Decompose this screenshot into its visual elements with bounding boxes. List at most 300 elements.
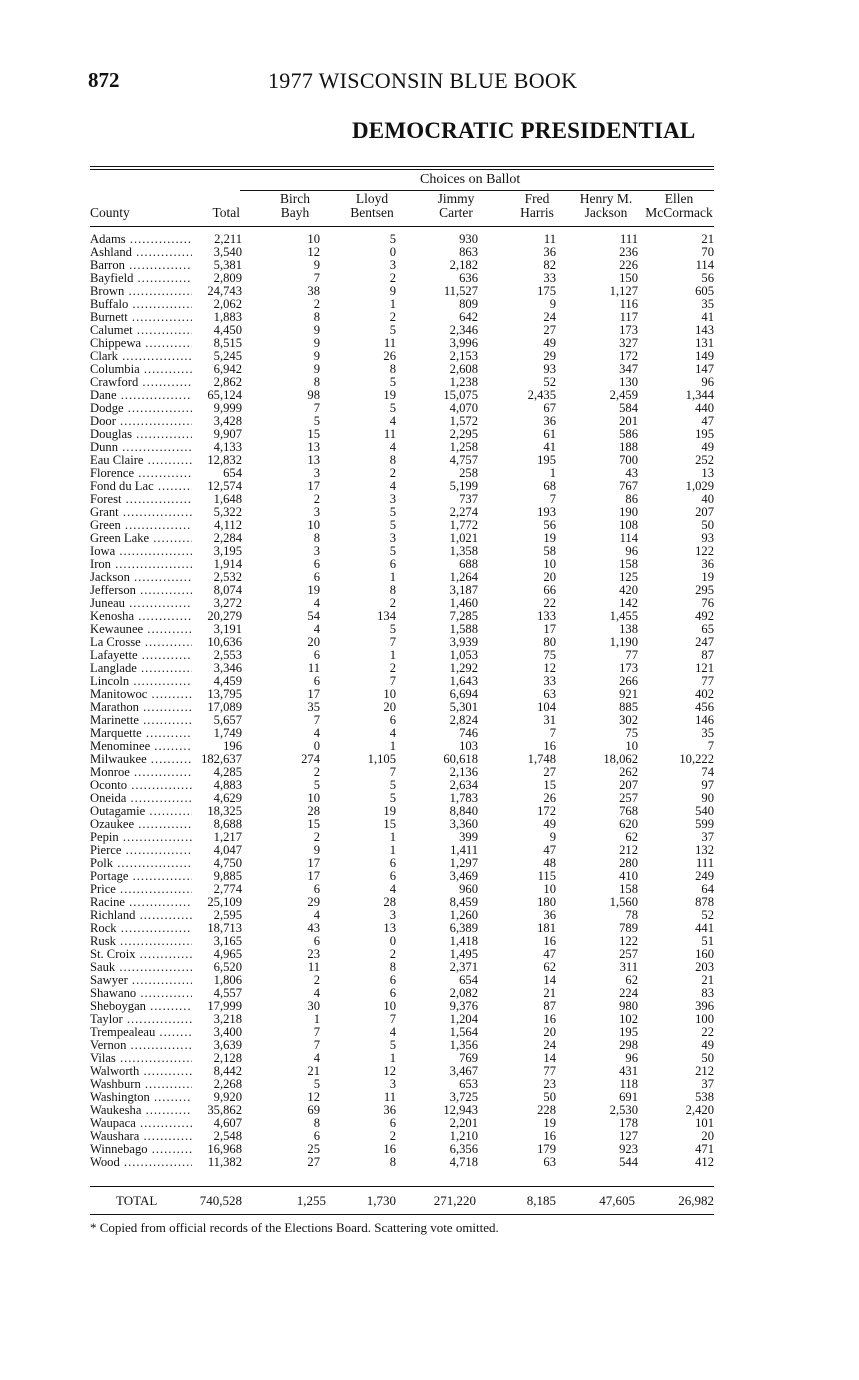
candidate-votes: 688	[459, 557, 478, 571]
county-name: Sawyer .....	[90, 974, 202, 987]
table-row	[0, 688, 859, 701]
candidate-votes: 125	[619, 570, 638, 584]
candidate-votes: 327	[619, 336, 638, 350]
candidate-votes: 20	[307, 635, 320, 649]
candidate-votes: 4	[313, 596, 320, 610]
candidate-first-name: Jimmy	[437, 191, 475, 206]
candidate-votes: 4	[389, 882, 396, 896]
candidate-votes: 5	[389, 791, 396, 805]
candidate-votes: 399	[459, 830, 478, 844]
total-harris: 8,185	[526, 1193, 556, 1208]
candidate-votes: 6	[313, 674, 320, 688]
candidate-votes: 0	[313, 739, 320, 753]
county-name: Door .....	[90, 415, 202, 428]
candidate-votes: 63	[543, 1155, 556, 1169]
county-total: 2,595	[192, 909, 242, 922]
totals-row	[0, 1193, 859, 1208]
candidate-votes: 96	[625, 544, 638, 558]
candidate-votes: 82	[543, 258, 556, 272]
table-row	[0, 1039, 859, 1052]
candidate-votes: 540	[695, 804, 714, 818]
candidate-header-carter	[424, 192, 488, 220]
county-name: Dodge .....	[90, 402, 202, 415]
candidate-votes: 17	[307, 687, 320, 701]
candidate-votes: 2	[313, 492, 320, 506]
candidate-votes: 158	[619, 882, 638, 896]
top-rule	[90, 166, 714, 167]
county-name: Iowa .....	[90, 545, 202, 558]
candidate-votes: 5,199	[449, 479, 478, 493]
county-name: Columbia .....	[90, 363, 202, 376]
candidate-votes: 1,411	[450, 843, 478, 857]
candidate-votes: 90	[701, 791, 714, 805]
county-total: 3,346	[192, 662, 242, 675]
candidate-votes: 1	[549, 466, 556, 480]
candidate-votes: 9	[313, 362, 320, 376]
candidate-votes: 885	[619, 700, 638, 714]
candidate-first-name: Fred	[524, 191, 550, 206]
candidate-votes: 1	[389, 648, 396, 662]
table-row	[0, 896, 859, 909]
candidate-votes: 7	[389, 674, 396, 688]
county-name: Kenosha .....	[90, 610, 202, 623]
table-row	[0, 779, 859, 792]
table-row	[0, 493, 859, 506]
candidate-header-jackson	[572, 192, 640, 220]
header-rule	[90, 226, 714, 227]
county-name: Ozaukee .....	[90, 818, 202, 831]
candidate-votes: 50	[701, 1051, 714, 1065]
county-total: 1,749	[192, 727, 242, 740]
county-total: 6,520	[192, 961, 242, 974]
candidate-votes: 51	[701, 934, 714, 948]
candidate-votes: 8	[313, 1116, 320, 1130]
candidate-votes: 17	[307, 856, 320, 870]
candidate-votes: 441	[695, 921, 714, 935]
candidate-votes: 24	[543, 310, 556, 324]
candidate-votes: 224	[619, 986, 638, 1000]
county-name: Kewaunee .....	[90, 623, 202, 636]
candidate-votes: 77	[625, 648, 638, 662]
candidate-votes: 111	[620, 232, 638, 246]
candidate-votes: 2	[389, 1129, 396, 1143]
table-row	[0, 1013, 859, 1026]
candidate-votes: 43	[307, 921, 320, 935]
candidate-votes: 2,634	[449, 778, 478, 792]
candidate-votes: 9	[313, 323, 320, 337]
county-name: Polk .....	[90, 857, 202, 870]
county-total: 5,657	[192, 714, 242, 727]
candidate-votes: 1,264	[449, 570, 478, 584]
candidate-votes: 653	[459, 1077, 478, 1091]
candidate-votes: 108	[619, 518, 638, 532]
candidate-votes: 13	[701, 466, 714, 480]
county-name: Burnett .....	[90, 311, 202, 324]
candidate-votes: 5	[389, 518, 396, 532]
candidate-votes: 1,260	[449, 908, 478, 922]
candidate-votes: 1,105	[367, 752, 396, 766]
candidate-votes: 41	[543, 440, 556, 454]
table-row	[0, 506, 859, 519]
candidate-votes: 12	[383, 1064, 396, 1078]
candidate-votes: 247	[695, 635, 714, 649]
candidate-votes: 7	[313, 713, 320, 727]
candidate-votes: 4	[389, 479, 396, 493]
county-total: 12,832	[192, 454, 242, 467]
candidate-votes: 21	[701, 973, 714, 987]
candidate-votes: 143	[695, 323, 714, 337]
candidate-votes: 311	[619, 960, 638, 974]
table-row	[0, 519, 859, 532]
county-total: 17,089	[192, 701, 242, 714]
county-name: Brown .....	[90, 285, 202, 298]
candidate-votes: 132	[695, 843, 714, 857]
candidate-votes: 440	[695, 401, 714, 415]
candidate-votes: 746	[459, 726, 478, 740]
candidate-votes: 5	[389, 505, 396, 519]
candidate-votes: 2	[389, 947, 396, 961]
candidate-votes: 1	[313, 1012, 320, 1026]
county-rows	[0, 233, 859, 1169]
candidate-votes: 87	[543, 999, 556, 1013]
candidate-votes: 4	[313, 622, 320, 636]
candidate-votes: 33	[543, 271, 556, 285]
candidate-votes: 52	[543, 375, 556, 389]
candidate-votes: 280	[619, 856, 638, 870]
candidate-votes: 93	[543, 362, 556, 376]
table-row	[0, 831, 859, 844]
county-name: Rock .....	[90, 922, 202, 935]
total-bayh: 1,255	[296, 1193, 326, 1208]
candidate-votes: 67	[543, 401, 556, 415]
candidate-votes: 1,238	[449, 375, 478, 389]
candidate-votes: 4	[389, 1025, 396, 1039]
county-name: Jackson .....	[90, 571, 202, 584]
county-total: 4,965	[192, 948, 242, 961]
county-total: 182,637	[192, 753, 242, 766]
candidate-votes: 27	[307, 1155, 320, 1169]
candidate-votes: 5	[389, 375, 396, 389]
candidate-votes: 111	[696, 856, 714, 870]
candidate-votes: 420	[619, 583, 638, 597]
candidate-votes: 36	[701, 557, 714, 571]
county-total: 3,400	[192, 1026, 242, 1039]
candidate-votes: 6,356	[449, 1142, 478, 1156]
candidate-votes: 195	[695, 427, 714, 441]
candidate-votes: 5	[389, 232, 396, 246]
candidate-votes: 923	[619, 1142, 638, 1156]
candidate-votes: 347	[619, 362, 638, 376]
candidate-last-name: Carter	[439, 205, 473, 220]
candidate-votes: 7	[313, 1038, 320, 1052]
candidate-votes: 212	[695, 1064, 714, 1078]
county-total: 2,268	[192, 1078, 242, 1091]
candidate-votes: 47	[543, 947, 556, 961]
candidate-votes: 147	[695, 362, 714, 376]
candidate-votes: 9	[313, 843, 320, 857]
county-name: Pierce .....	[90, 844, 202, 857]
candidate-votes: 6	[389, 986, 396, 1000]
candidate-votes: 7	[389, 765, 396, 779]
candidate-votes: 173	[619, 323, 638, 337]
candidate-votes: 930	[459, 232, 478, 246]
table-row	[0, 597, 859, 610]
county-name: Oneida .....	[90, 792, 202, 805]
candidate-votes: 5,301	[449, 700, 478, 714]
table-row	[0, 324, 859, 337]
candidate-votes: 5	[389, 401, 396, 415]
candidate-votes: 7	[313, 271, 320, 285]
county-total: 3,165	[192, 935, 242, 948]
county-name: Jefferson .....	[90, 584, 202, 597]
table-row	[0, 1065, 859, 1078]
candidate-votes: 9	[313, 349, 320, 363]
candidate-first-name: Birch	[280, 191, 310, 206]
county-name: Waupaca .....	[90, 1117, 202, 1130]
candidate-votes: 6	[389, 1116, 396, 1130]
candidate-votes: 15	[307, 427, 320, 441]
candidate-votes: 115	[537, 869, 556, 883]
candidate-votes: 35	[307, 700, 320, 714]
candidate-votes: 3	[389, 908, 396, 922]
candidate-votes: 6	[313, 1129, 320, 1143]
candidate-votes: 636	[459, 271, 478, 285]
county-name: Walworth .....	[90, 1065, 202, 1078]
candidate-votes: 809	[459, 297, 478, 311]
candidate-votes: 5	[389, 323, 396, 337]
candidate-votes: 212	[619, 843, 638, 857]
candidate-votes: 302	[619, 713, 638, 727]
candidate-votes: 6	[389, 713, 396, 727]
candidate-votes: 737	[459, 492, 478, 506]
county-name: Grant .....	[90, 506, 202, 519]
table-row	[0, 532, 859, 545]
total-jackson: 47,605	[599, 1193, 635, 1208]
candidate-votes: 172	[537, 804, 556, 818]
table-row	[0, 350, 859, 363]
table-row	[0, 1117, 859, 1130]
county-total: 5,245	[192, 350, 242, 363]
candidate-votes: 7	[549, 726, 556, 740]
candidate-votes: 1	[389, 570, 396, 584]
candidate-votes: 5	[389, 544, 396, 558]
table-row	[0, 935, 859, 948]
candidate-votes: 12,943	[443, 1103, 478, 1117]
candidate-votes: 8	[389, 453, 396, 467]
candidate-votes: 36	[383, 1103, 396, 1117]
county-name: Richland .....	[90, 909, 202, 922]
county-total: 5,381	[192, 259, 242, 272]
candidate-votes: 181	[537, 921, 556, 935]
county-name: Calumet .....	[90, 324, 202, 337]
candidate-votes: 8	[389, 362, 396, 376]
candidate-votes: 193	[537, 505, 556, 519]
candidate-votes: 5	[313, 414, 320, 428]
county-name: La Crosse .....	[90, 636, 202, 649]
county-name: Vernon .....	[90, 1039, 202, 1052]
candidate-votes: 15	[383, 817, 396, 831]
candidate-votes: 11	[307, 960, 320, 974]
county-total: 5,322	[192, 506, 242, 519]
county-name: Shawano .....	[90, 987, 202, 1000]
candidate-votes: 19	[383, 388, 396, 402]
candidate-votes: 26	[543, 791, 556, 805]
candidate-last-name: Jackson	[584, 205, 628, 220]
candidate-votes: 396	[695, 999, 714, 1013]
candidate-votes: 18,062	[603, 752, 638, 766]
candidate-votes: 121	[695, 661, 714, 675]
candidate-votes: 69	[307, 1103, 320, 1117]
candidate-votes: 11	[383, 427, 396, 441]
county-name: Bayfield .....	[90, 272, 202, 285]
choices-on-ballot-label: Choices on Ballot	[420, 172, 521, 187]
candidate-votes: 7	[313, 1025, 320, 1039]
candidate-votes: 2	[389, 271, 396, 285]
candidate-votes: 412	[695, 1155, 714, 1169]
candidate-votes: 6,694	[449, 687, 478, 701]
county-name: Green Lake .....	[90, 532, 202, 545]
candidate-votes: 63	[543, 687, 556, 701]
county-total: 35,862	[192, 1104, 242, 1117]
county-name: Marathon .....	[90, 701, 202, 714]
table-row	[0, 454, 859, 467]
county-name: Milwaukee .....	[90, 753, 202, 766]
table-row	[0, 961, 859, 974]
county-total: 9,999	[192, 402, 242, 415]
county-name: Eau Claire .....	[90, 454, 202, 467]
candidate-votes: 100	[695, 1012, 714, 1026]
candidate-votes: 2,201	[449, 1116, 478, 1130]
candidate-last-name: Bayh	[280, 205, 310, 220]
candidate-votes: 6	[389, 973, 396, 987]
candidate-votes: 538	[695, 1090, 714, 1104]
county-name: Taylor .....	[90, 1013, 202, 1026]
county-total: 3,639	[192, 1039, 242, 1052]
county-total: 2,553	[192, 649, 242, 662]
candidate-votes: 1,748	[527, 752, 556, 766]
county-name: Washburn .....	[90, 1078, 202, 1091]
table-row	[0, 1078, 859, 1091]
candidate-votes: 8,840	[449, 804, 478, 818]
table-row	[0, 415, 859, 428]
candidate-votes: 228	[537, 1103, 556, 1117]
table-row	[0, 1156, 859, 1169]
section-title: DEMOCRATIC PRESIDENTIAL	[352, 118, 696, 143]
county-total: 65,124	[192, 389, 242, 402]
table-row	[0, 623, 859, 636]
candidate-votes: 130	[619, 375, 638, 389]
candidate-votes: 122	[619, 934, 638, 948]
candidate-votes: 16	[383, 1142, 396, 1156]
county-total: 20,279	[192, 610, 242, 623]
candidate-votes: 3	[313, 544, 320, 558]
candidate-votes: 3	[389, 1077, 396, 1091]
candidate-votes: 5	[313, 778, 320, 792]
candidate-votes: 207	[619, 778, 638, 792]
candidate-votes: 1,455	[609, 609, 638, 623]
candidate-votes: 16	[543, 1129, 556, 1143]
candidate-votes: 1,772	[449, 518, 478, 532]
candidate-votes: 48	[543, 856, 556, 870]
county-name: Douglas .....	[90, 428, 202, 441]
candidate-votes: 36	[543, 245, 556, 259]
candidate-votes: 456	[695, 700, 714, 714]
table-row	[0, 857, 859, 870]
candidate-votes: 13	[307, 440, 320, 454]
candidate-votes: 15	[543, 778, 556, 792]
county-total: 3,218	[192, 1013, 242, 1026]
candidate-votes: 138	[619, 622, 638, 636]
candidate-votes: 104	[537, 700, 556, 714]
candidate-votes: 37	[701, 1077, 714, 1091]
candidate-votes: 22	[543, 596, 556, 610]
candidate-votes: 0	[389, 934, 396, 948]
candidate-votes: 1,564	[449, 1025, 478, 1039]
candidate-votes: 2	[313, 765, 320, 779]
candidate-votes: 172	[619, 349, 638, 363]
candidate-votes: 36	[543, 414, 556, 428]
candidate-votes: 769	[459, 1051, 478, 1065]
candidate-votes: 586	[619, 427, 638, 441]
candidate-votes: 3	[313, 505, 320, 519]
county-name: Barron .....	[90, 259, 202, 272]
table-row	[0, 584, 859, 597]
table-row	[0, 272, 859, 285]
candidate-votes: 62	[543, 960, 556, 974]
candidate-votes: 1,495	[449, 947, 478, 961]
candidate-votes: 1,358	[449, 544, 478, 558]
candidate-votes: 767	[619, 479, 638, 493]
candidate-votes: 10	[307, 791, 320, 805]
table-row	[0, 662, 859, 675]
county-total: 3,540	[192, 246, 242, 259]
candidate-votes: 26	[383, 349, 396, 363]
table-row	[0, 545, 859, 558]
candidate-header-bentsen	[340, 192, 404, 220]
candidate-votes: 6,389	[449, 921, 478, 935]
candidate-votes: 21	[543, 986, 556, 1000]
candidate-votes: 878	[695, 895, 714, 909]
county-name: St. Croix .....	[90, 948, 202, 961]
candidate-votes: 4	[313, 726, 320, 740]
county-name: Racine .....	[90, 896, 202, 909]
candidate-votes: 30	[307, 999, 320, 1013]
county-total: 1,883	[192, 311, 242, 324]
candidate-votes: 7	[707, 739, 714, 753]
county-name: Rusk .....	[90, 935, 202, 948]
county-total: 11,382	[192, 1156, 242, 1169]
county-column-header: County	[90, 205, 130, 220]
candidate-votes: 97	[701, 778, 714, 792]
table-row	[0, 1000, 859, 1013]
candidate-votes: 19	[307, 583, 320, 597]
candidate-votes: 620	[619, 817, 638, 831]
candidate-votes: 160	[695, 947, 714, 961]
county-name: Winnebago .....	[90, 1143, 202, 1156]
county-total: 196	[192, 740, 242, 753]
county-total: 25,109	[192, 896, 242, 909]
candidate-votes: 258	[459, 466, 478, 480]
county-total: 8,515	[192, 337, 242, 350]
table-row	[0, 649, 859, 662]
county-name: Florence .....	[90, 467, 202, 480]
candidate-votes: 188	[619, 440, 638, 454]
table-row	[0, 298, 859, 311]
county-total: 3,272	[192, 597, 242, 610]
table-row	[0, 701, 859, 714]
candidate-votes: 38	[307, 284, 320, 298]
candidate-votes: 9	[313, 336, 320, 350]
